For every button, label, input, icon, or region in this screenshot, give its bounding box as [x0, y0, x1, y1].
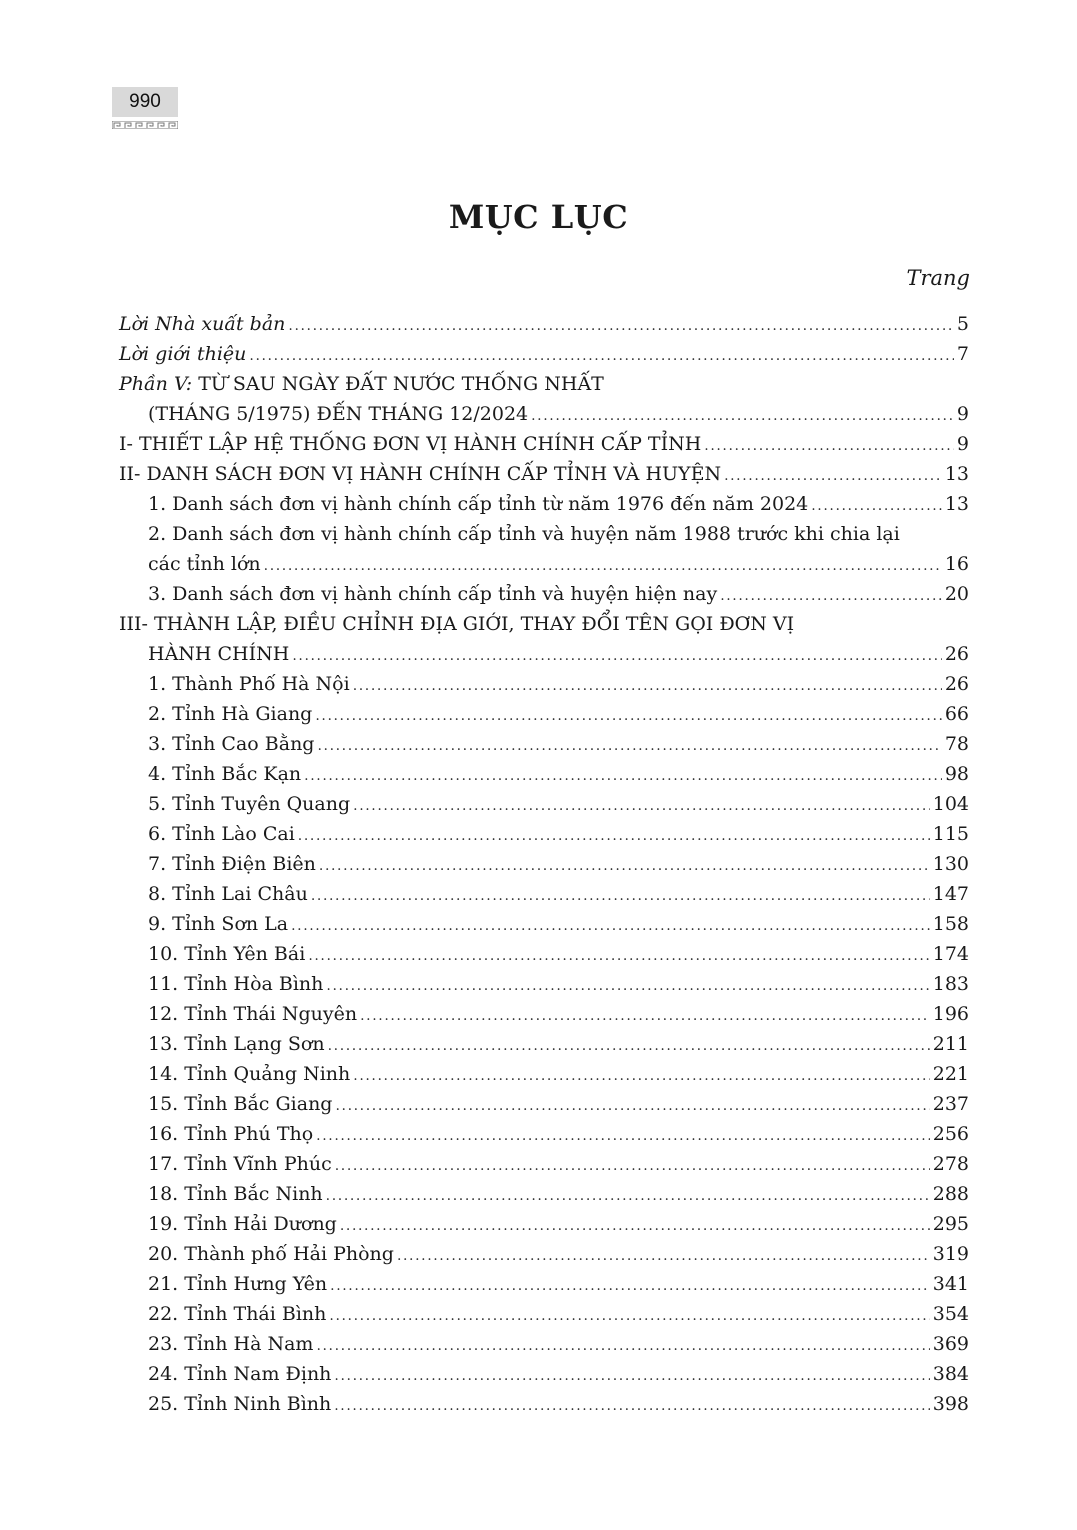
toc-leader-dots [334, 1391, 929, 1421]
toc-entry-page: 211 [932, 1033, 969, 1055]
toc-leader-dots [304, 761, 942, 791]
toc-entry-page: 115 [932, 823, 969, 845]
toc-entry [119, 1149, 969, 1179]
toc-entry-label: 7. Tỉnh Điện Biên [148, 853, 316, 875]
toc-entry-page: 183 [932, 973, 969, 995]
toc-entry-label: 1. Thành Phố Hà Nội [148, 673, 350, 695]
toc-entry [119, 579, 969, 609]
toc-leader-dots [319, 851, 930, 881]
page-title: MỤC LỤC [448, 198, 629, 236]
toc-entry-page: 319 [932, 1243, 969, 1265]
toc-entry-page: 26 [944, 643, 969, 665]
toc-leader-dots [397, 1241, 930, 1271]
toc-entry-label: III- THÀNH LẬP, ĐIỀU CHỈNH ĐỊA GIỚI, THAY ĐỔI TÊN GỌI ĐƠN VỊ [119, 613, 795, 635]
toc-leader-dots [353, 671, 942, 701]
page-column-label: Trang [906, 266, 970, 290]
toc-leader-dots [308, 941, 929, 971]
toc-entry [119, 1329, 969, 1359]
toc-entry-label: II- DANH SÁCH ĐƠN VỊ HÀNH CHÍNH CẤP TỈNH VÀ HUYỆN [119, 463, 722, 485]
toc-entry [119, 1389, 969, 1419]
toc-entry [119, 1179, 969, 1209]
toc-entry-page: 66 [944, 703, 969, 725]
toc-leader-dots [298, 821, 930, 851]
toc-entry [119, 729, 969, 759]
toc-entry [119, 909, 969, 939]
toc-leader-dots [531, 401, 954, 431]
toc-entry-page: 130 [932, 853, 969, 875]
toc-entry-page: 13 [944, 493, 969, 515]
toc-entry-label: 3. Danh sách đơn vị hành chính cấp tỉnh và huyện hiện nay [148, 583, 718, 605]
toc-entry-page: 26 [944, 673, 969, 695]
toc-entry-label: 2. Tỉnh Hà Giang [148, 703, 313, 725]
toc-entry [119, 879, 969, 909]
toc-entry [119, 339, 969, 369]
toc-entry [119, 1239, 969, 1269]
toc-leader-dots [329, 1301, 929, 1331]
toc-entry-label: 22. Tỉnh Thái Bình [148, 1303, 327, 1325]
toc-entry-label: các tỉnh lớn [148, 553, 261, 575]
toc-entry-label: 23. Tỉnh Hà Nam [148, 1333, 314, 1355]
toc-entry [119, 1059, 969, 1089]
table-of-contents [119, 309, 969, 1419]
toc-entry-page: 196 [932, 1003, 969, 1025]
toc-entry-label: Lời Nhà xuất bản [119, 313, 286, 335]
toc-entry-label: 3. Tỉnh Cao Bằng [148, 733, 315, 755]
toc-entry-label: HÀNH CHÍNH [148, 643, 290, 665]
toc-entry-label: 2. Danh sách đơn vị hành chính cấp tỉnh và huyện năm 1988 trước khi chia lại [148, 523, 900, 545]
toc-entry [119, 999, 969, 1029]
toc-entry [119, 639, 969, 669]
toc-leader-dots [335, 1091, 929, 1121]
toc-entry [119, 309, 969, 339]
toc-leader-dots [353, 1061, 929, 1091]
toc-leader-dots [353, 791, 930, 821]
toc-entry [119, 459, 969, 489]
toc-entry-page: 158 [932, 913, 969, 935]
toc-entry-page: 104 [932, 793, 969, 815]
toc-entry-label-prefix: Phần V: [119, 373, 193, 395]
toc-entry-page: 78 [944, 733, 969, 755]
toc-leader-dots [317, 731, 941, 761]
toc-entry-page: 174 [932, 943, 969, 965]
toc-entry [119, 1359, 969, 1389]
toc-entry-label: 5. Tỉnh Tuyên Quang [148, 793, 351, 815]
toc-entry [119, 519, 969, 549]
greek-key-ornament-icon [112, 121, 178, 129]
toc-leader-dots [340, 1211, 930, 1241]
toc-leader-dots [335, 1151, 930, 1181]
toc-entry [119, 489, 969, 519]
toc-leader-dots [292, 641, 941, 671]
toc-leader-dots [720, 581, 942, 611]
toc-entry-label [119, 373, 604, 395]
toc-entry-page: 20 [944, 583, 969, 605]
toc-entry-label: 17. Tỉnh Vĩnh Phúc [148, 1153, 332, 1175]
toc-entry-page: 16 [944, 553, 969, 575]
toc-entry-page: 369 [932, 1333, 969, 1355]
toc-entry-page: 9 [956, 403, 969, 425]
toc-leader-dots [330, 1271, 930, 1301]
toc-entry-label: 12. Tỉnh Thái Nguyên [148, 1003, 358, 1025]
toc-entry-page: 341 [932, 1273, 969, 1295]
toc-entry [119, 819, 969, 849]
toc-entry-page: 354 [932, 1303, 969, 1325]
toc-entry-label: 10. Tỉnh Yên Bái [148, 943, 306, 965]
toc-entry [119, 1119, 969, 1149]
toc-leader-dots [328, 1031, 930, 1061]
toc-entry-label: 16. Tỉnh Phú Thọ [148, 1123, 314, 1145]
toc-entry-label: 15. Tỉnh Bắc Giang [148, 1093, 333, 1115]
toc-entry [119, 369, 969, 399]
toc-entry-page: 288 [932, 1183, 969, 1205]
page-number: 990 [112, 87, 178, 117]
toc-leader-dots [249, 341, 954, 371]
toc-entry-label: 21. Tỉnh Hưng Yên [148, 1273, 328, 1295]
toc-leader-dots [288, 311, 954, 341]
toc-entry [119, 429, 969, 459]
toc-leader-dots [811, 491, 942, 521]
toc-entry [119, 1209, 969, 1239]
toc-entry [119, 789, 969, 819]
toc-entry-label: 6. Tỉnh Lào Cai [148, 823, 295, 845]
toc-leader-dots [316, 1121, 930, 1151]
toc-entry-page: 5 [956, 313, 969, 335]
toc-entry-label: 4. Tỉnh Bắc Kạn [148, 763, 302, 785]
toc-entry-page: 7 [956, 343, 969, 365]
toc-entry [119, 969, 969, 999]
toc-entry-label: 8. Tỉnh Lai Châu [148, 883, 308, 905]
toc-entry-label: (THÁNG 5/1975) ĐẾN THÁNG 12/2024 [148, 403, 529, 425]
toc-leader-dots [326, 971, 929, 1001]
toc-entry-page: 295 [932, 1213, 969, 1235]
toc-entry-label: 9. Tỉnh Sơn La [148, 913, 289, 935]
toc-entry-page: 98 [944, 763, 969, 785]
toc-leader-dots [704, 431, 954, 461]
toc-leader-dots [334, 1361, 929, 1391]
toc-entry-page: 221 [932, 1063, 969, 1085]
toc-entry [119, 609, 969, 639]
toc-entry-label: Lời giới thiệu [119, 343, 247, 365]
toc-entry [119, 1089, 969, 1119]
toc-entry-label: 25. Tỉnh Ninh Bình [148, 1393, 332, 1415]
toc-entry-label: I- THIẾT LẬP HỆ THỐNG ĐƠN VỊ HÀNH CHÍNH CẤP TỈNH [119, 433, 702, 455]
toc-entry-page: 384 [932, 1363, 969, 1385]
toc-leader-dots [724, 461, 942, 491]
toc-entry-page: 278 [932, 1153, 969, 1175]
toc-entry-label: 20. Thành phố Hải Phòng [148, 1243, 394, 1265]
toc-entry [119, 1269, 969, 1299]
toc-leader-dots [311, 881, 930, 911]
toc-entry [119, 399, 969, 429]
toc-entry-label: 11. Tỉnh Hòa Bình [148, 973, 324, 995]
toc-entry-label: 1. Danh sách đơn vị hành chính cấp tỉnh từ năm 1976 đến năm 2024 [148, 493, 809, 515]
toc-entry [119, 849, 969, 879]
toc-entry-label: 24. Tỉnh Nam Định [148, 1363, 332, 1385]
toc-entry-page: 147 [932, 883, 969, 905]
toc-entry [119, 1029, 969, 1059]
toc-leader-dots [316, 1331, 929, 1361]
toc-entry [119, 759, 969, 789]
toc-entry [119, 939, 969, 969]
toc-leader-dots [264, 551, 942, 581]
toc-entry-page: 256 [932, 1123, 969, 1145]
toc-leader-dots [360, 1001, 930, 1031]
toc-entry-label: 13. Tỉnh Lạng Sơn [148, 1033, 325, 1055]
toc-leader-dots [291, 911, 930, 941]
toc-entry-page: 13 [944, 463, 969, 485]
toc-entry [119, 669, 969, 699]
toc-entry-label: 19. Tỉnh Hải Dương [148, 1213, 337, 1235]
toc-leader-dots [315, 701, 941, 731]
toc-entry-page: 398 [932, 1393, 969, 1415]
toc-entry [119, 699, 969, 729]
toc-entry [119, 1299, 969, 1329]
toc-entry-label: 18. Tỉnh Bắc Ninh [148, 1183, 323, 1205]
toc-entry [119, 549, 969, 579]
toc-entry-page: 237 [932, 1093, 969, 1115]
toc-leader-dots [326, 1181, 930, 1211]
toc-entry-page: 9 [956, 433, 969, 455]
toc-entry-label: 14. Tỉnh Quảng Ninh [148, 1063, 351, 1085]
toc-entry-label-text: TỪ SAU NGÀY ĐẤT NƯỚC THỐNG NHẤT [192, 373, 604, 395]
